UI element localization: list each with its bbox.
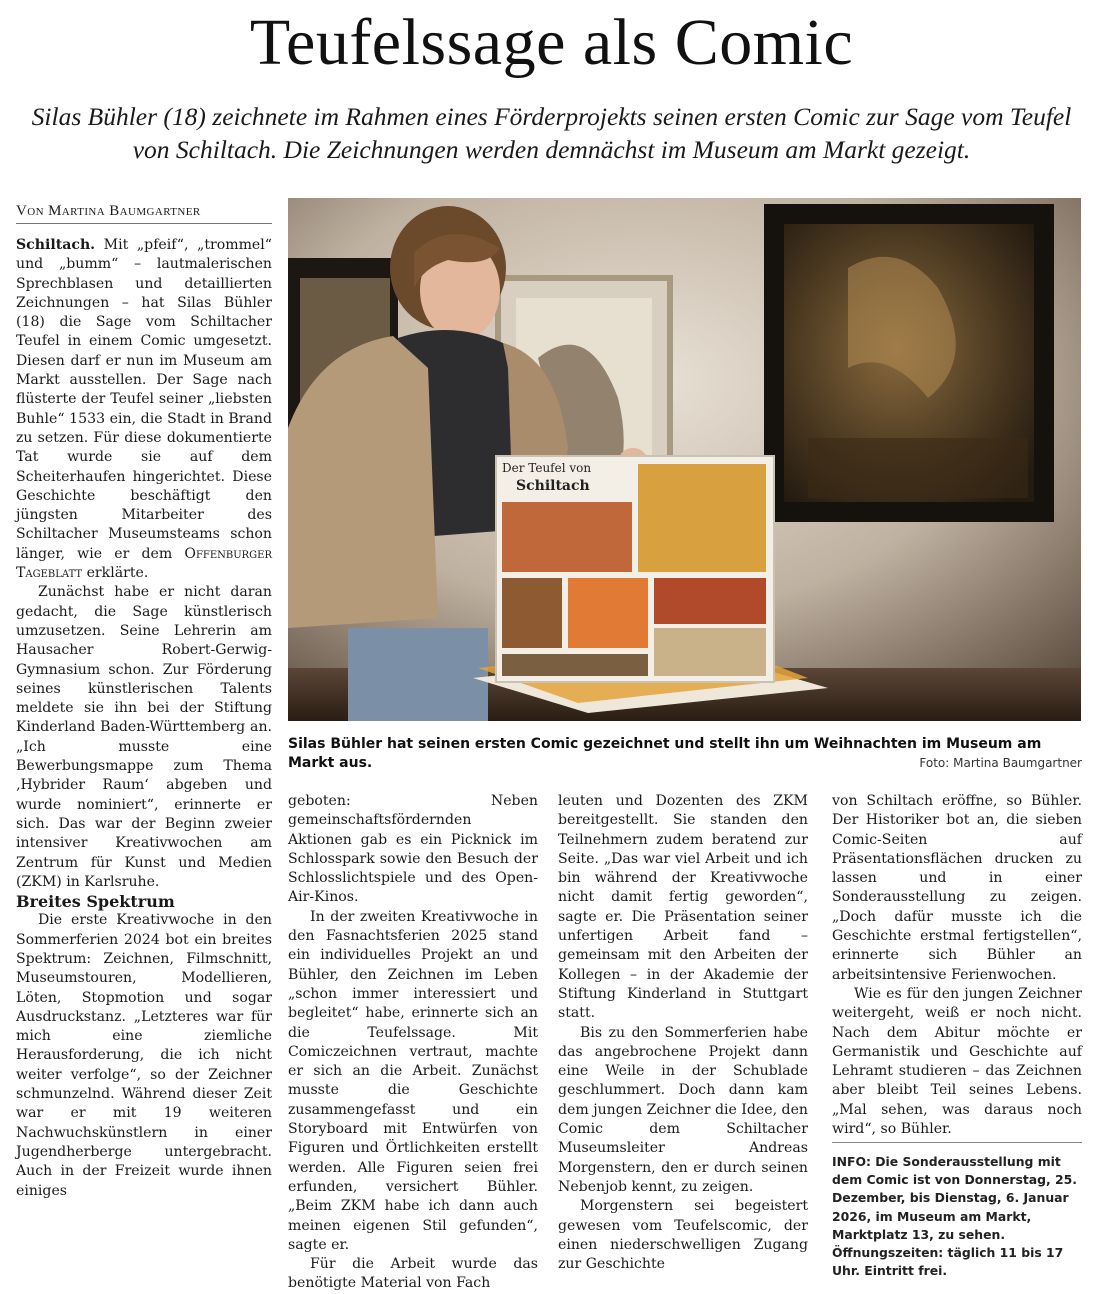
article-column-2: [288, 792, 538, 1292]
article-photo: [288, 198, 1081, 721]
byline: Von Martina Baumgartner: [16, 203, 272, 224]
paragraph: Die erste Kreativwoche in den Sommerferien 2024 bot ein breites Spektrum: Zeichnen, Filmschnitt, Museumstouren, Modellieren, Löten, Stopmotion und sogar Ausdruckstanz. „Letzteres war für mich eine ziemliche Herausforderung, die ich nicht weiter verfolge“, so der Zeichner schmunzelnd. Während dieser Zeit war er mit 19 weiteren Nachwuchskünstlern in einer Jugendherberge untergebracht. Auch in der Freizeit wurde ihnen einiges: [16, 912, 272, 1199]
paragraph-intro: [16, 236, 272, 583]
paragraph: Wie es für den jungen Zeichner weitergeht, weiß er noch nicht. Nach dem Abitur möchte er Germanistik und Geschichte auf Lehramt studieren – das Zeichnen aber bleibt Teil seines Lebens. „Mal sehen, was daraus noch wird“, so Bühler.: [832, 985, 1082, 1138]
newspaper-name: Offenburger Tageblatt: [16, 545, 272, 582]
paragraph: Morgenstern sei begeistert gewesen vom Teufelscomic, der einen niederschwelligen Zugang zur Geschichte: [558, 1198, 808, 1273]
info-box: INFO: Die Sonderausstellung mit dem Comic ist von Donnerstag, 25. Dezember, bis Dienstag, 6. Januar 2026, im Museum am Markt, Marktplatz 13, zu sehen. Öffnungszeiten: täglich 11 bis 17 Uhr. Eintritt frei.: [832, 1142, 1082, 1280]
intro-text-end: erklärte.: [82, 565, 149, 582]
subheadline: Silas Bühler (18) zeichnete im Rahmen eines Förderprojekts seinen ersten Comic zur Sage vom Teufel von Schiltach. Die Zeichnungen werden demnächst im Museum am Markt gezeigt.: [31, 102, 1072, 164]
paragraph-continued: leuten und Dozenten des ZKM bereitgestellt. Sie standen den Teilnehmern zudem beratend zur Seite. „Das war viel Arbeit und ich bin während der Kreativwoche nicht damit fertig geworden“, sagte er. Die Präsentation seiner unfertigen Arbeit fand – gemeinsam mit den Arbeiten der Kollegen – in der Akademie der Stiftung Kinderland in Stuttgart statt.: [558, 793, 808, 1022]
article-column-4: [832, 792, 1082, 1137]
intro-text: Mit „pfeif“, „trommel“ und „bumm“ – lautmalerischen Sprechblasen und detaillierten Zeichnungen – hat Silas Bühler (18) die Sage vom Schiltacher Teufel in einem Comic umgesetzt. Diesen darf er nun im Museum am Markt ausstellen. Der Sage nach flüsterte der Teufel seiner „liebsten Buhle“ 1533 ein, die Stadt in Brand zu setzen. Für diese dokumentierte Tat wurde sie auf dem Scheiterhaufen hingerichtet. Diese Geschichte beschäftigt den jüngsten Mitarbeiter des Schiltacher Museumsteams schon länger, wie er dem: [16, 237, 272, 562]
paragraph: In der zweiten Kreativwoche in den Fasnachtsferien 2025 stand ein individuelles Projekt an und Bühler, den Zeichnen im Leben „schon immer interessiert und begleitet“ habe, erinnerte sich an die Teufelssage. Mit Comiczeichnen vertraut, machte er sich an die Arbeit. Zunächst musste die Geschichte zusammengefasst und ein Storyboard mit Entwürfen von Figuren und Örtlichkeiten erstellt werden. Alle Figuren seien frei erfunden, versichert Bühler. „Beim ZKM habe ich dann auch meinen eigenen Stil gefunden“, sagte er.: [288, 908, 538, 1253]
comic-title-line2: Schiltach: [516, 478, 590, 494]
comic-title-line1: Der Teufel von: [502, 461, 592, 475]
paragraph: Bis zu den Sommerferien habe das angebrochene Projekt dann eine Weile in der Schublade geschlummert. Doch dann kam dem jungen Zeichner die Idee, den Comic dem Schiltacher Museumsleiter Andreas Morgenstern, den er durch seinen Nebenjob kennt, zu zeigen.: [558, 1024, 808, 1195]
paragraph: Für die Arbeit wurde das benötigte Material von Fach: [288, 1256, 538, 1292]
paragraph-continued: von Schiltach eröffne, so Bühler. Der Historiker bot an, die sieben Comic-Seiten auf Präsentationsflächen drucken zu lassen und in einer Sonderausstellung zu zeigen. „Doch dafür musste ich die Geschichte erstmal fertigstellen“, erinnerte sich Bühler an arbeitsintensive Ferienwochen.: [832, 793, 1082, 983]
article-column-1: [16, 236, 272, 1276]
headline: Teufelssage als Comic: [249, 6, 854, 79]
photo-credit: Foto: Martina Baumgartner: [919, 756, 1082, 770]
crosshead: Breites Spektrum: [16, 892, 175, 912]
dateline: Schiltach.: [16, 237, 96, 253]
article-column-3: [558, 792, 808, 1276]
photo-caption: Silas Bühler hat seinen ersten Comic gezeichnet und stellt ihn um Weihnachten im Museum am Markt aus.: [288, 736, 1042, 771]
paragraph-continued: geboten: Neben gemeinschaftsfördernden Aktionen gab es ein Picknick im Schlosspark sowie den Besuch der Schlosslichtspiele und des Open-Air-Kinos.: [288, 793, 538, 906]
paragraph: Zunächst habe er nicht daran gedacht, die Sage künstlerisch umzusetzen. Seine Lehrerin am Hausacher Robert-Gerwig-Gymnasium schon. Zur Förderung seines künstlerischen Talents meldete sie ihn bei der Stiftung Kinderland Baden-Württemberg an. „Ich musste eine Bewerbungsmappe zum Thema ‚Hybrider Raum‘ abgeben und wurde nominiert“, erinnerte er sich. Das war der Beginn zweier intensiver Kreativwochen am Zentrum für Kunst und Medien (ZKM) in Karlsruhe.: [16, 584, 272, 890]
